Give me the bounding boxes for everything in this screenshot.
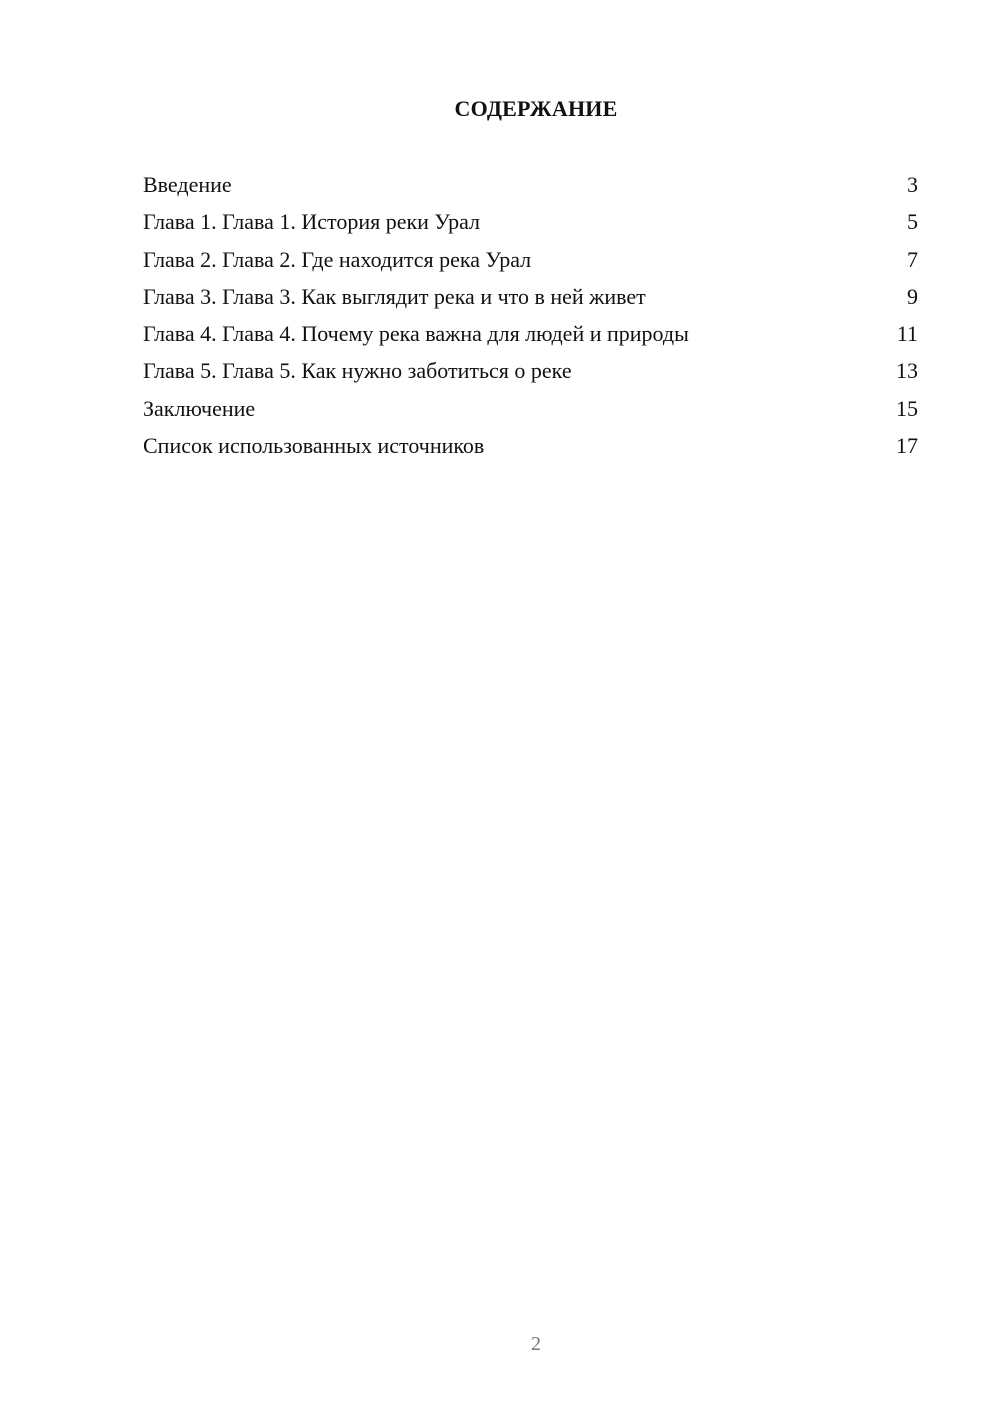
toc-entry-label: Глава 2. Глава 2. Где находится река Урал [143,246,532,272]
toc-entry-label: Глава 4. Глава 4. Почему река важна для людей и природы [143,321,689,347]
toc-entry-page: 9 [907,283,918,309]
toc-entry-page: 15 [896,395,918,421]
toc-entry-label: Глава 1. Глава 1. История реки Урал [143,209,481,235]
toc-entry-conclusion [143,390,918,427]
toc-entry-label: Введение [143,172,232,197]
toc-entry-label: Глава 3. Глава 3. Как выглядит река и что в ней живет [143,283,646,309]
toc-entry-chapter-4 [143,315,918,352]
page-number: 2 [531,1333,541,1355]
table-of-contents [143,166,918,464]
toc-entry-chapter-1 [143,203,918,240]
page-title: СОДЕРЖАНИЕ [454,96,618,121]
toc-entry-introduction [143,166,918,203]
toc-entry-chapter-5 [143,352,918,389]
toc-entry-page: 17 [896,433,918,459]
toc-entry-page: 7 [907,246,918,272]
toc-entry-label: Заключение [143,395,256,421]
toc-entry-page: 11 [896,321,918,347]
toc-entry-chapter-3 [143,278,918,315]
toc-entry-label: Список использованных источников [143,433,485,459]
toc-entry-page: 5 [907,209,918,235]
toc-entry-chapter-2 [143,241,918,278]
toc-entry-label: Глава 5. Глава 5. Как нужно заботиться о реке [143,358,572,384]
toc-entry-references [143,427,918,464]
toc-entry-page: 3 [907,172,918,197]
toc-entry-page: 13 [896,358,918,384]
